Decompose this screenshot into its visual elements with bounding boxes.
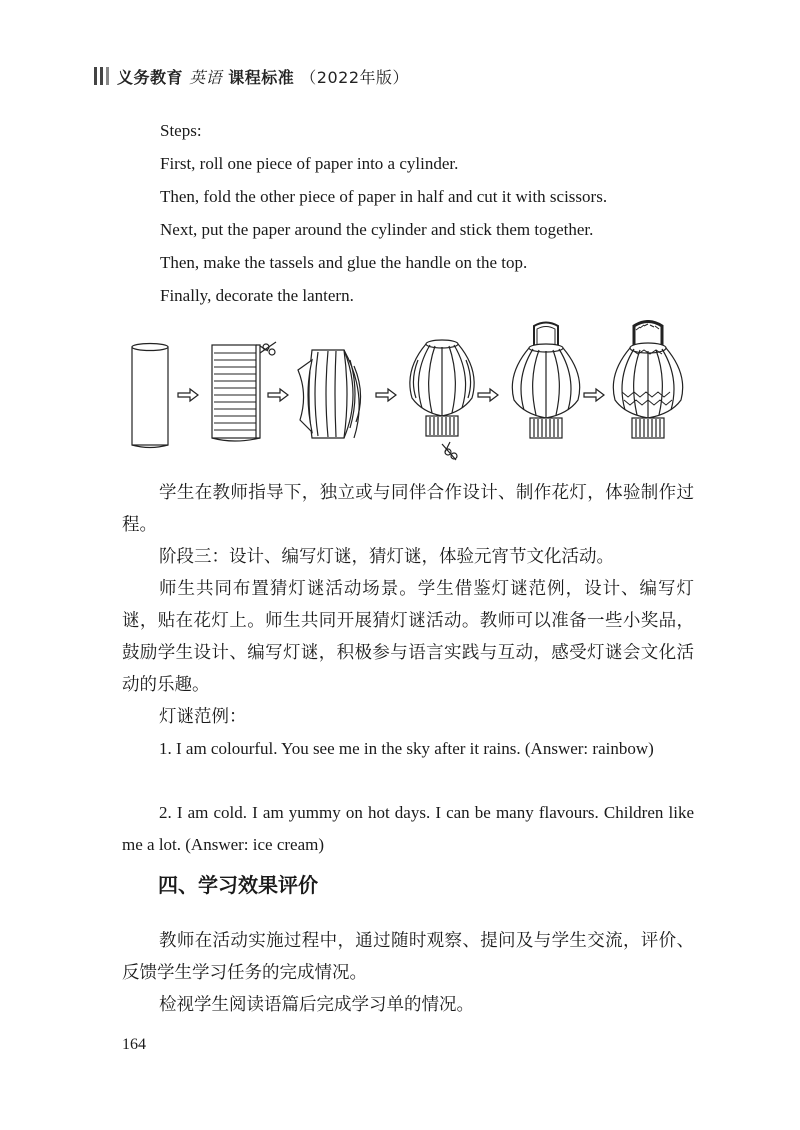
arrow-right-icon	[584, 389, 604, 401]
header-bars-decoration	[94, 67, 109, 85]
header-title	[117, 65, 409, 88]
lantern-steps-diagram	[122, 320, 692, 472]
folded-paper-figure	[212, 342, 276, 441]
scissors-icon	[260, 342, 276, 355]
lantern-decorated-figure	[613, 322, 682, 439]
lantern-handle-figure	[512, 323, 579, 439]
arrow-right-icon	[178, 389, 198, 401]
cylinder-figure	[132, 344, 168, 448]
lantern-tassel-figure	[410, 340, 474, 460]
scissors-icon	[442, 442, 457, 460]
step-item: First, roll one piece of paper into a cylinder.	[160, 154, 459, 173]
steps-heading: Steps:	[160, 121, 202, 140]
header-part1: 义务教育	[117, 67, 184, 87]
running-header	[94, 64, 409, 88]
step-item: Then, fold the other piece of paper in half and cut it with scissors.	[160, 187, 608, 206]
header-edition: （2022年版）	[300, 67, 410, 87]
arrow-right-icon	[268, 389, 288, 401]
steps-list	[160, 117, 607, 315]
step-item: Finally, decorate the lantern.	[160, 286, 354, 305]
paragraph-stage-three: 阶段三：设计、编写灯谜，猜灯谜，体验元宵节文化活动。	[159, 547, 614, 567]
page-number: 164	[122, 1036, 146, 1053]
step-item: Then, make the tassels and glue the handle on the top.	[160, 253, 528, 272]
header-part3: 课程标准	[228, 67, 295, 87]
paragraph-review: 检视学生阅读语篇后完成学习单的情况。	[159, 995, 474, 1015]
paragraph-riddle-examples-label: 灯谜范例：	[159, 707, 247, 727]
header-part2: 英语	[189, 67, 223, 87]
riddle-example-2: 2. I am cold. I am yummy on hot days. I can be many flavours. Children like me a lot. (Answer: ice cream)	[122, 803, 694, 854]
wrapping-figure	[298, 350, 361, 438]
step-item: Next, put the paper around the cylinder and stick them together.	[160, 220, 594, 239]
paragraph-evaluation: 教师在活动实施过程中，通过随时观察、提问及与学生交流，评价、反馈学生学习任务的完成情况。	[122, 931, 694, 983]
paragraph-riddle-activity: 师生共同布置猜灯谜活动场景。学生借鉴灯谜范例，设计、编写灯谜，贴在花灯上。师生共同开展猜灯谜活动。教师可以准备一些小奖品，鼓励学生设计、编写灯谜，积极参与语言实践与互动，感受灯谜会文化活动的乐趣。	[122, 579, 694, 695]
arrow-right-icon	[478, 389, 498, 401]
section-heading: 四、学习效果评价	[158, 873, 318, 897]
arrow-right-icon	[376, 389, 396, 401]
paragraph-lantern-making: 学生在教师指导下，独立或与同伴合作设计、制作花灯，体验制作过程。	[122, 483, 694, 535]
riddle-example-1: 1. I am colourful. You see me in the sky after it rains. (Answer: rainbow)	[159, 739, 654, 758]
